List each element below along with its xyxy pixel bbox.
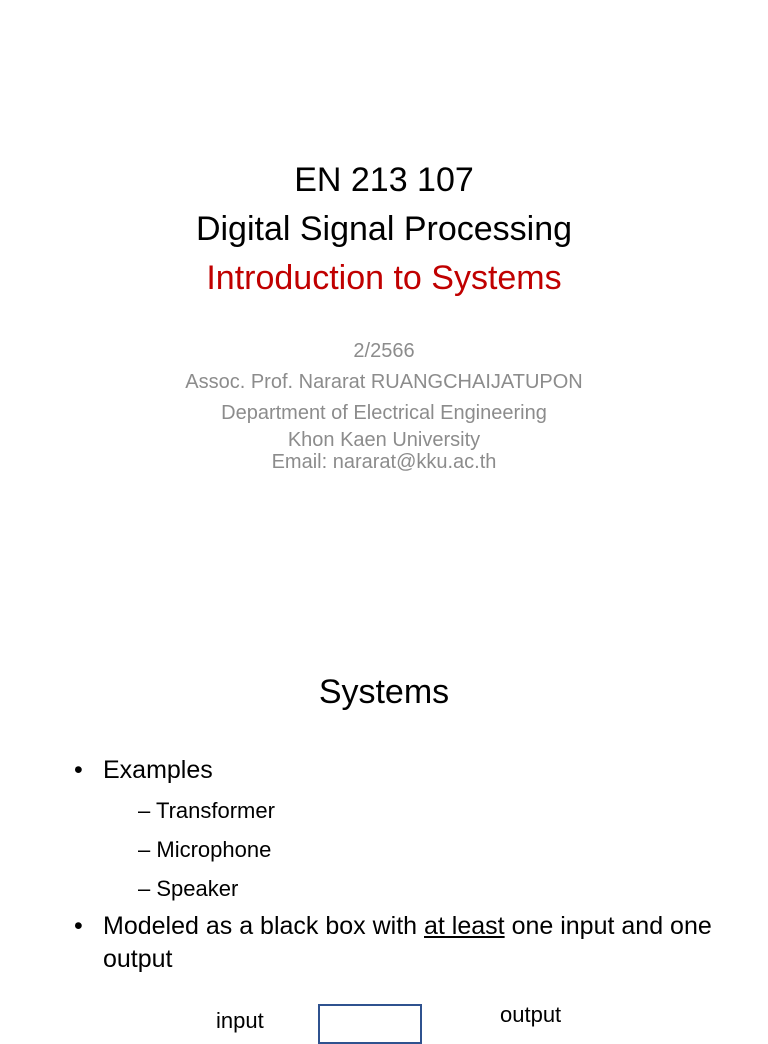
slide-title: Systems	[318, 673, 450, 711]
bullet-text: Examples	[103, 756, 213, 784]
bullet-text-after: one input and one output	[103, 912, 712, 973]
sub-item-text: Speaker	[156, 876, 239, 901]
bullet-glyph: •	[74, 912, 83, 940]
bullet-black-box	[74, 910, 714, 976]
diagram-output-label: output	[500, 1002, 562, 1027]
sub-item-text: Microphone	[156, 837, 272, 862]
black-box-rectangle	[318, 1004, 422, 1044]
lecture-details	[0, 336, 768, 473]
bullet-list	[74, 754, 714, 976]
examples-sublist	[103, 791, 714, 908]
sub-item-transformer	[138, 791, 714, 830]
email: Email: nararat@kku.ac.th	[271, 451, 497, 473]
bullet-glyph: •	[74, 756, 83, 784]
systems-slide	[0, 640, 768, 1033]
title-block	[0, 156, 768, 303]
sub-item-speaker	[138, 869, 714, 908]
sub-item-microphone	[138, 830, 714, 869]
black-box-diagram	[0, 1002, 768, 1032]
bullet-examples	[74, 754, 714, 908]
course-name: Digital Signal Processing	[195, 210, 573, 248]
department: Department of Electrical Engineering	[221, 402, 547, 424]
diagram-input-label: input	[216, 1008, 264, 1033]
semester: 2/2566	[353, 340, 415, 362]
instructor-name: Assoc. Prof. Nararat RUANGCHAIJATUPON	[185, 371, 583, 393]
course-code: EN 213 107	[294, 161, 474, 199]
bullet-text-underlined: at least	[424, 912, 505, 940]
university: Khon Kaen University	[287, 429, 481, 451]
sub-item-text: Transformer	[155, 798, 275, 823]
dash-glyph: –	[138, 798, 151, 823]
bullet-text-before: Modeled as a black box with	[103, 912, 425, 940]
dash-glyph: –	[138, 876, 151, 901]
lecture-title: Introduction to Systems	[206, 259, 562, 297]
dash-glyph: –	[138, 837, 151, 862]
